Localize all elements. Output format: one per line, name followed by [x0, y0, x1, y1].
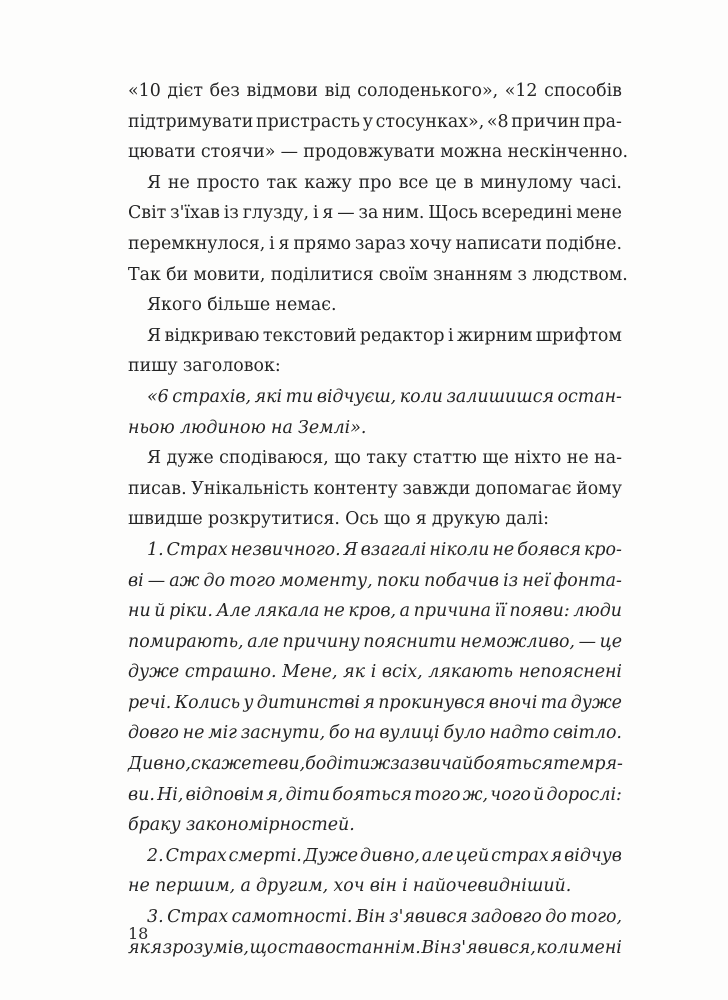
text-line: дуже страшно. Мене, як і всіх, лякають непояснені	[128, 662, 622, 683]
text-line: цювати стоячи» — продовжувати можна нескінченно.	[128, 142, 629, 163]
text-line: швидше розкрутитися. Ось що я друкую далі:	[128, 509, 549, 530]
body-text	[128, 76, 629, 963]
text-line: ви. Ні, відповім я, діти бояться того ж, чого й дорослі:	[128, 784, 622, 805]
text-line: Світ з'їхав із глузду, і я — за ним. Щось всередині мене	[128, 203, 622, 224]
text-line: Дивно, скажете ви, бо діти ж зазвичай бояться темря-	[128, 754, 623, 775]
text-line: 2. Страх смерті. Дуже дивно, але цей страх я відчув	[147, 845, 622, 866]
text-line: 1. Страх незвичного. Я взагалі ніколи не боявся кро-	[147, 539, 622, 560]
text-line: 3. Страх самотності. Він з'явився задовго до того,	[147, 907, 622, 928]
page-number: 18	[128, 924, 149, 943]
text-line: довго не міг заснути, бо на вулиці було надто світло.	[128, 723, 622, 744]
text-line: ві — аж до того моменту, поки побачив із неї фонта-	[128, 570, 622, 591]
text-line: помирають, але причину пояснити неможливо, — це	[128, 631, 622, 652]
text-line: ньою людиною на Землі».	[128, 417, 367, 438]
text-line: як я зрозумів, що став останнім. Він з'явився, коли мені	[128, 937, 622, 958]
text-line: писав. Унікальність контенту завжди допомагає йому	[128, 478, 622, 499]
text-line: не першим, а другим, хоч він і найочевидніший.	[128, 876, 572, 897]
text-line: Якого більше немає.	[147, 295, 337, 316]
text-line: пишу заголовок:	[128, 356, 281, 377]
text-line: «6 страхів, які ти відчуєш, коли залишишся остан-	[147, 386, 622, 407]
text-line: ни й ріки. Але лякала не кров, а причина її появи: люди	[128, 601, 622, 622]
text-line: «10 дієт без відмови від солоденького», «12 способів	[128, 81, 622, 101]
text-line: речі. Колись у дитинстві я прокинувся вночі та дуже	[128, 692, 622, 713]
text-line: Так би мовити, поділитися своїм знанням з людством.	[128, 264, 628, 285]
text-line: Я відкриваю текстовий редактор і жирним шрифтом	[147, 325, 622, 346]
text-line: перемкнулося, і я прямо зараз хочу написати подібне.	[128, 233, 622, 254]
text-line: браку закономірностей.	[128, 815, 355, 836]
text-line: підтримувати пристрасть у стосунках», «8 причин пра-	[128, 111, 622, 132]
text-line: Я дуже сподіваюся, що таку статтю ще ніхто не на-	[147, 448, 622, 469]
text-line: Я не просто так кажу про все це в минулому часі.	[147, 172, 622, 193]
